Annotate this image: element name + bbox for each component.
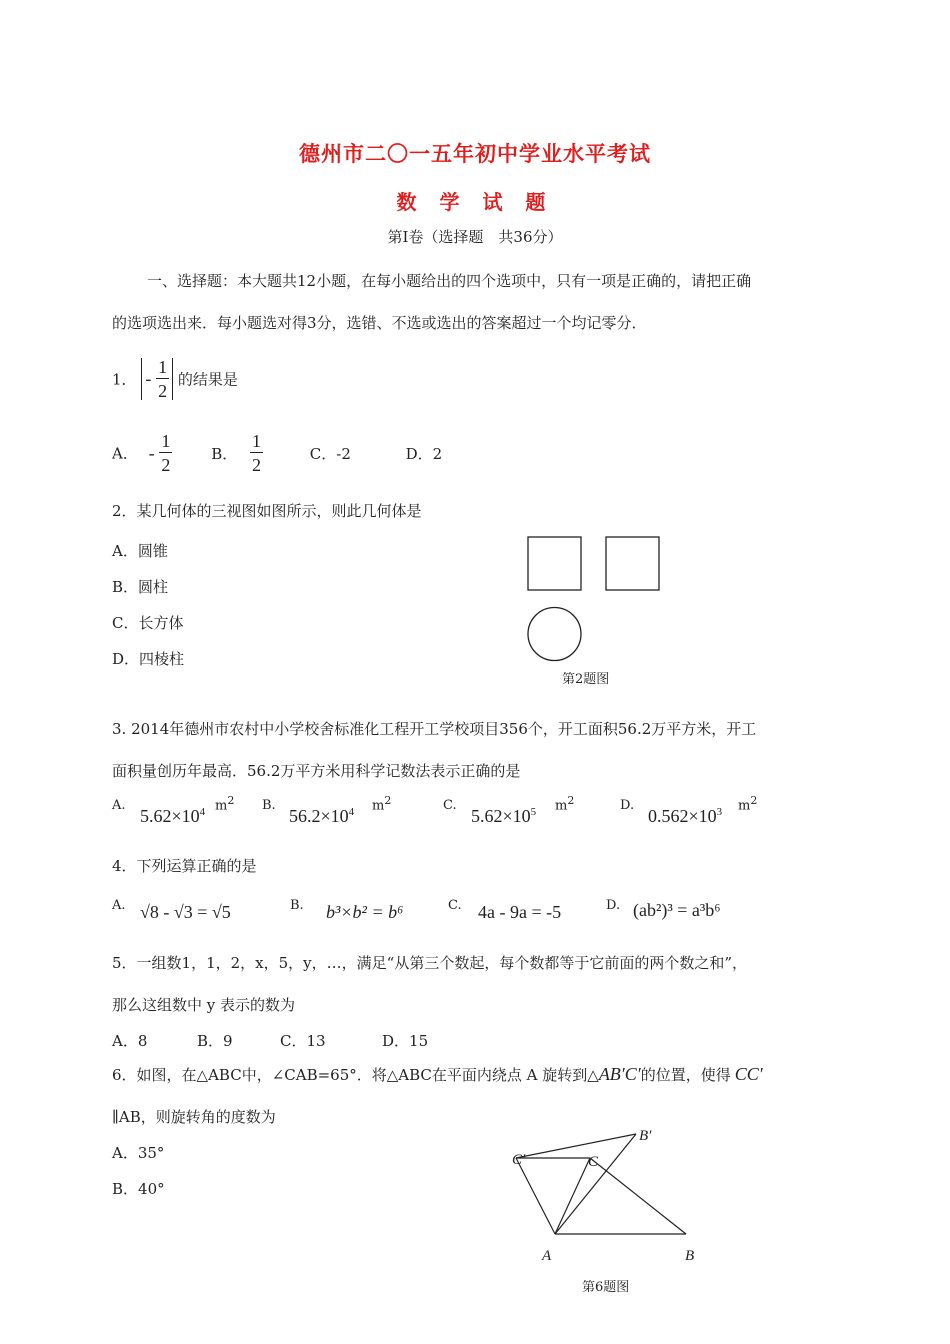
q3-b-unit-m: m [372, 798, 385, 814]
q1-optB-label: B． [211, 444, 238, 463]
q6-figure-caption: 第6题图 [582, 1280, 630, 1295]
q6-triangle-name: AB′C′ [598, 1064, 641, 1084]
q6-option-b: B．40° [112, 1180, 165, 1198]
q1-frac-den: 2 [158, 381, 168, 401]
q1-optA-den: 2 [161, 455, 171, 475]
question-1 [112, 358, 238, 400]
label-b-prime: B′ [639, 1128, 652, 1144]
q3-d-exp: 3 [716, 806, 723, 818]
q3-c-unit [555, 794, 574, 813]
q6-line-2: ∥AB，则旋转角的度数为 [112, 1108, 276, 1126]
q1-abs-expression [141, 358, 173, 400]
section-title: 第Ⅰ卷（选择题 共36分） [387, 228, 563, 246]
q5-line-1: 5．一组数1，1，2，x，5，y，…，满足“从第三个数起，每个数都等于它前面的两个数之和”， [112, 954, 747, 972]
page-title: 德州市二〇一五年初中学业水平考试 [299, 142, 651, 166]
q6-segment: CC′ [734, 1064, 763, 1084]
q3-c-unit-exp: 2 [567, 794, 575, 807]
q3-option-c [443, 795, 457, 813]
q3-c-unit-m: m [555, 798, 568, 814]
front-view-square [528, 537, 581, 590]
q3-a-unit-m: m [215, 798, 228, 814]
q1-optB-den: 2 [252, 455, 261, 475]
q3-option-d [620, 795, 634, 813]
label-a: A [542, 1248, 552, 1264]
q1-optD: D．2 [405, 444, 443, 463]
q1-options [112, 432, 442, 474]
q1-minus: - [145, 368, 152, 389]
label-c-prime: C′ [512, 1152, 526, 1168]
q2-option-d: D．四棱柱 [112, 650, 185, 668]
q2-option-c: C．长方体 [112, 614, 184, 632]
q3-d-expr [648, 806, 722, 827]
q3-c-exp: 5 [530, 806, 537, 818]
q6-rotation-figure [500, 1120, 720, 1270]
q3-option-a [112, 795, 126, 813]
q5-option-c: C．13 [280, 1032, 326, 1050]
q3-a-unit [215, 794, 234, 813]
q3-a-exp: 4 [199, 806, 206, 818]
segment-c-a [555, 1158, 590, 1234]
q6-line-1-text: 6．如图，在△ABC中，∠CAB=65°．将△ABC在平面内绕点 A 旋转到△ [112, 1066, 599, 1084]
q3-line-2: 面积量创历年最高．56.2万平方米用科学记数法表示正确的是 [112, 762, 521, 780]
intro-line-2: 的选项选出来．每小题选对得3分，选错、不选或选出的答案超过一个均记零分． [112, 314, 647, 332]
q1-optA-num: 1 [161, 431, 171, 451]
q3-a-expr [140, 806, 205, 827]
q3-b-label: B. [262, 798, 276, 813]
segment-c-b [590, 1158, 686, 1234]
q4-stem: 4．下列运算正确的是 [112, 857, 257, 875]
q3-a-unit-exp: 2 [227, 794, 235, 807]
q4-d-expr: (ab²)³ = a³b⁶ [633, 900, 721, 920]
q4-d-label: D. [606, 898, 621, 913]
q1-number: 1． [112, 370, 137, 389]
q5-line-2: 那么这组数中 y 表示的数为 [112, 996, 296, 1014]
q1-optA-fraction [159, 432, 172, 474]
q1-optB-fraction [250, 432, 263, 474]
q1-fraction [156, 358, 169, 400]
q5-option-d: D．15 [382, 1032, 429, 1050]
q6-option-a: A．35° [112, 1144, 165, 1162]
q4-a-expr: √8 - √3 = √5 [140, 902, 231, 922]
q2-stem: 2．某几何体的三视图如图所示，则此几何体是 [112, 502, 422, 520]
subject-title: 数 学 试 题 [396, 190, 554, 214]
q3-d-label: D. [620, 798, 635, 813]
segment-c-prime-b-prime [516, 1134, 636, 1158]
q3-d-unit-m: m [738, 798, 751, 814]
q1-optB-num: 1 [252, 431, 261, 451]
q6-line-1 [112, 1064, 763, 1085]
label-b: B [685, 1248, 695, 1264]
q2-figure-caption: 第2题图 [562, 672, 610, 687]
q4-c-label: C. [448, 898, 462, 913]
q2-option-b: B．圆柱 [112, 578, 169, 596]
q2-option-a: A．圆锥 [112, 542, 168, 560]
q3-b-exp: 4 [348, 806, 355, 818]
q5-option-b: B．9 [197, 1032, 233, 1050]
q3-b-expr [289, 806, 354, 827]
q1-optA-label: A． [112, 444, 138, 463]
segment-c-prime-a [516, 1158, 555, 1234]
q4-b-label: B. [290, 898, 304, 913]
q3-b-unit [372, 794, 391, 813]
top-view-circle [528, 608, 581, 661]
q6-line-1-cont: 的位置，使得 [640, 1066, 731, 1084]
q5-option-a: A．8 [112, 1032, 148, 1050]
side-view-square [606, 537, 659, 590]
q3-a-label: A. [112, 798, 126, 813]
q3-option-b [262, 795, 276, 813]
q1-optA-minus: - [148, 442, 155, 463]
q4-c-expr: 4a - 9a = -5 [478, 902, 562, 922]
q4-a-label: A. [112, 898, 126, 913]
q3-d-val: 0.562×10 [648, 806, 717, 826]
intro-line-1: 一、选择题：本大题共12小题，在每小题给出的四个选项中，只有一项是正确的，请把正确 [147, 272, 752, 290]
segment-b-prime-a [555, 1134, 636, 1234]
q3-c-label: C. [443, 798, 457, 813]
q3-line-1: 3. 2014年德州市农村中小学校舍标准化工程开工学校项目356个，开工面积56.2万平方米，开工 [112, 720, 757, 738]
q3-d-unit [738, 794, 757, 813]
q1-text: 的结果是 [177, 370, 238, 389]
q3-d-unit-exp: 2 [750, 794, 758, 807]
q1-frac-num: 1 [158, 357, 168, 377]
q3-c-expr [471, 806, 536, 827]
q4-b-expr: b³×b² = b⁶ [326, 902, 404, 922]
label-c: C [588, 1154, 599, 1170]
q3-a-val: 5.62×10 [140, 806, 200, 826]
q3-b-val: 56.2×10 [289, 806, 349, 826]
q3-b-unit-exp: 2 [384, 794, 392, 807]
q3-c-val: 5.62×10 [471, 806, 531, 826]
q2-three-view-figure [520, 530, 670, 670]
q1-optC: C．-2 [309, 444, 351, 463]
